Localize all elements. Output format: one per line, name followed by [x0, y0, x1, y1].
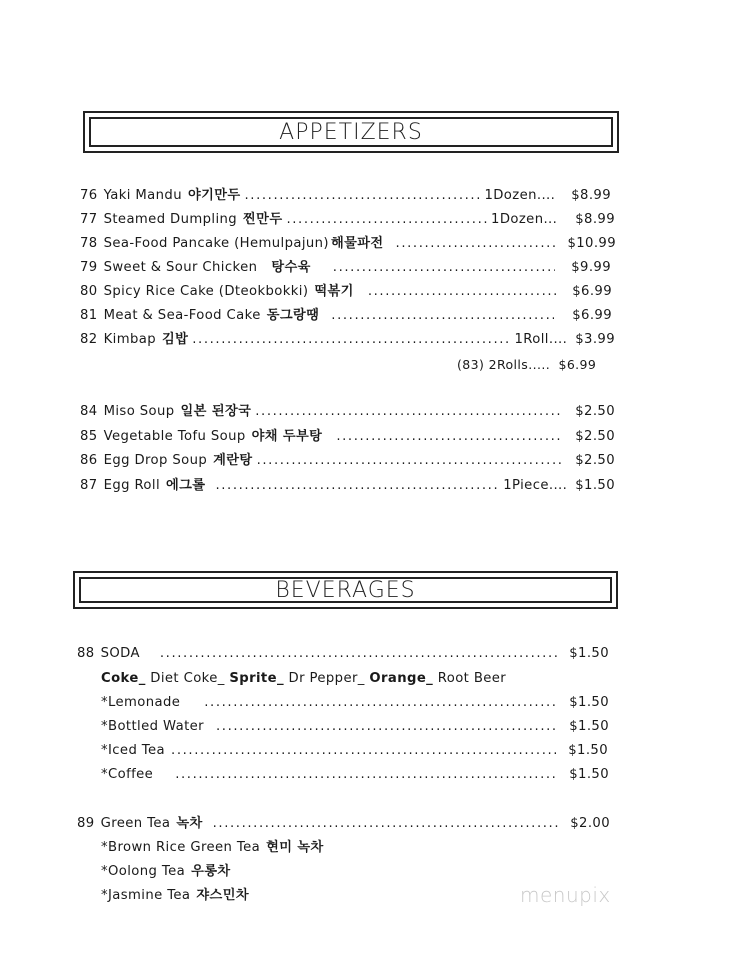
tea-item: *Brown Rice Green Tea 현미 녹차: [101, 840, 324, 855]
menu-item: *Iced Tea ..... $1.50: [101, 743, 608, 759]
beverages-banner: [73, 571, 618, 609]
menu-item: 79 Sweet & Sour Chicken 탕수육 ..... $9.99: [80, 260, 611, 276]
tea-item: *Oolong Tea 우롱차: [101, 864, 231, 879]
menu-item: 88 SODA ..... $1.50: [77, 646, 609, 662]
menu-item: 89 Green Tea 녹차 ..... $2.00: [77, 816, 610, 832]
menu-item: 82 Kimbap 김밥 ..... 1Roll.... $3.99: [80, 332, 615, 348]
menu-item: 76 Yaki Mandu 야기만두 ..... 1Dozen.... $8.99: [80, 188, 611, 204]
menu-item: 86 Egg Drop Soup 계란탕 ..... $2.50: [80, 453, 615, 469]
menu-item: *Lemonade ..... $1.50: [101, 695, 609, 711]
beverages-title: BEVERAGES: [79, 577, 612, 603]
appetizers-banner: [83, 111, 619, 153]
menu-item: 84 Miso Soup 일본 된장국 ..... $2.50: [80, 404, 615, 420]
menu-item: 81 Meat & Sea-Food Cake 동그랑땡 ..... $6.99: [80, 308, 612, 324]
watermark-logo: menupix: [520, 883, 611, 907]
menu-item: *Bottled Water ..... $1.50: [101, 719, 609, 735]
menu-item: 85 Vegetable Tofu Soup 야채 두부탕 ..... $2.50: [80, 429, 615, 445]
appetizers-title: APPETIZERS: [89, 117, 613, 147]
kimbap-extra: (83) 2Rolls..... $6.99: [457, 357, 597, 372]
menu-item: 80 Spicy Rice Cake (Dteokbokki) 떡볶기 ..... $6.99: [80, 284, 612, 300]
menu-item: 87 Egg Roll 에그롤 ..... 1Piece.... $1.50: [80, 478, 615, 494]
menu-item: *Coffee ..... $1.50: [101, 767, 609, 783]
menu-item: 78 Sea-Food Pancake (Hemulpajun) 해물파전 ..... $10.99: [80, 236, 616, 252]
menu-item: 77 Steamed Dumpling 찐만두 ..... 1Dozen... $8.99: [80, 212, 615, 228]
tea-item: *Jasmine Tea 쟈스민차: [101, 888, 249, 903]
soda-options: Coke_ Diet Coke_ Sprite_ Dr Pepper_ Orange_ Root Beer: [101, 671, 507, 686]
